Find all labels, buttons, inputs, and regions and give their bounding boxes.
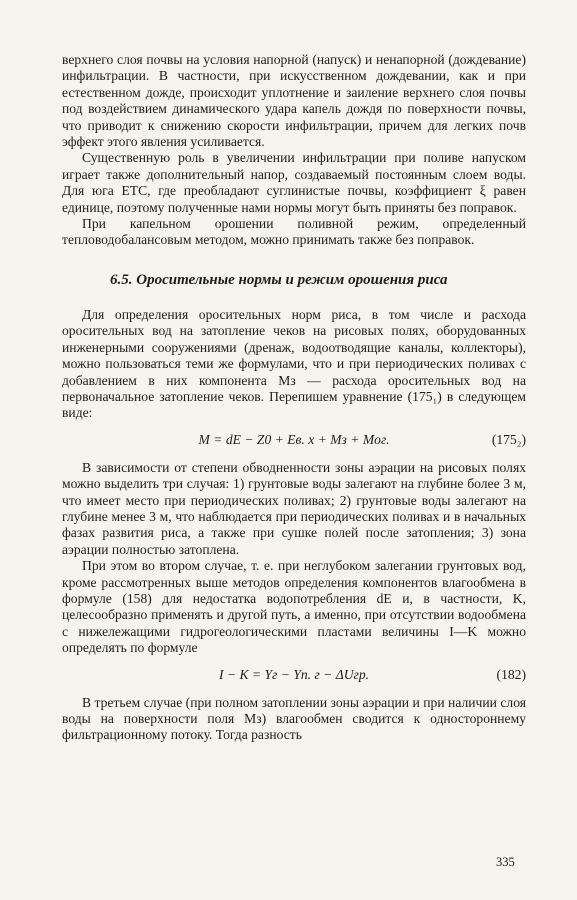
equation-182 xyxy=(62,661,526,689)
paragraph-second-case: При этом во втором случае, т. е. при неглубоком залегании грунтовых вод, кроме рассмотренных выше методов определения компонентов влагообмена в формуле (158) для недостатка водопотребления dE и, в частности, K, целесообразно применять и другой путь, а именно, при отсутствии водообмена с нижележащими гидрогеологическими пластами величины I—K можно определять по формуле xyxy=(62,558,526,656)
paragraph-rice-norms: Для определения оросительных норм риса, в том числе и расхода оросительных вод на затопление чеков на рисовых полях, оборудованных инженерными сооружениями (дренаж, водоотводящие каналы, коллекторы), можно пользоваться теми же формулами, что и при периодических поливах с добавлением в них компонента Mз — расхода оросительных вод на первоначальное затопление чеков. Перепишем уравнение (175₁) в следующем виде: xyxy=(62,306,526,421)
page-body xyxy=(62,52,526,744)
paragraph-infiltration-head: Существенную роль в увеличении инфильтрации при поливе напуском играет также дополнительный напор, создаваемый постоянным слоем воды. Для юга ЕТС, где преобладают суглинистые почвы, коэффициент ξ равен единице, поэтому полученные нами нормы могут быть приняты без поправок. xyxy=(62,150,526,215)
section-heading: 6.5. Оросительные нормы и режим орошения риса xyxy=(110,271,448,288)
paragraph-continuation: верхнего слоя почвы на условия напорной (напуск) и ненапорной (дождевание) инфильтрации. В частности, при искусственном дождевании, как и при естественном дожде, происходит уплотнение и заиление верхнего слоя почвы под воздействием динамического удара капель дождя по поверхности почвы, что приводит к снижению скорости инфильтрации, причем для легких почв эффект этого явления усиливается. xyxy=(62,52,526,150)
page-number: 335 xyxy=(496,855,515,869)
equation-formula: M = dE − Z0 + Eв. х + Mз + Mог. xyxy=(198,431,390,447)
paragraph-third-case: В третьем случае (при полном затоплении зоны аэрации и при наличии слоя воды на поверхности поля Mз) влагообмен сводится к одностороннему фильтрационному потоку. Тогда разность xyxy=(62,694,526,743)
equation-number: (182) xyxy=(496,666,526,682)
equation-number: (175₂) xyxy=(491,431,526,447)
equation-175-2 xyxy=(62,426,526,454)
paragraph-drip-irrigation: При капельном орошении поливной режим, определенный тепловодобалансовым методом, можно принимать также без поправок. xyxy=(62,216,526,248)
paragraph-three-cases: В зависимости от степени обводненности зоны аэрации на рисовых полях можно выделить три случая: 1) грунтовые воды залегают на глубине более 3 м, что имеет место при периодических поливах; 2) грунтовые воды залегают на глубине менее 3 м, что наблюдается при периодических поливах и в начальных фазах развития риса, а также при сушке полей после затопления; 3) зона аэрации полностью затоплена. xyxy=(62,459,526,557)
equation-formula: I − K = Yг − Yп. г − ΔUгр. xyxy=(218,666,370,682)
